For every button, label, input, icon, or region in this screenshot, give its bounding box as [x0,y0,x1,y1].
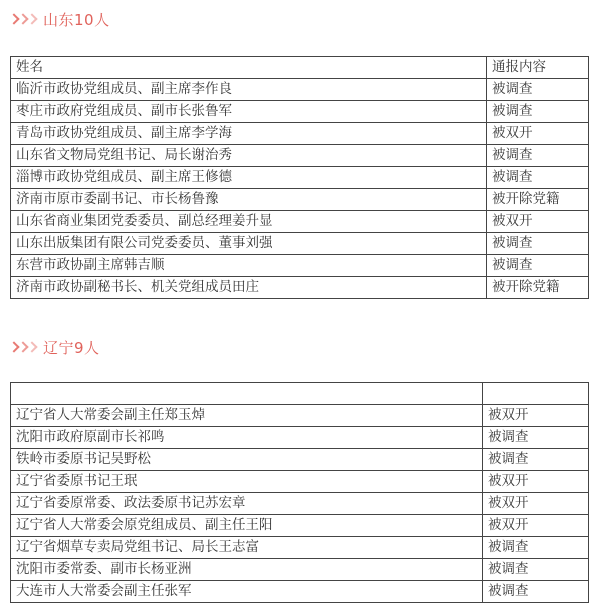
table-row [11,233,589,255]
table-row [11,101,589,123]
status: 被调查 [487,79,589,101]
table-row [11,189,589,211]
official-name: 沈阳市委常委、副市长杨亚洲 [11,559,483,581]
section-heading-liaoning [10,336,100,358]
status: 被调查 [483,581,589,603]
table-row [11,537,589,559]
official-name: 山东出版集团有限公司党委委员、董事刘强 [11,233,487,255]
official-name: 青岛市政协党组成员、副主席李学海 [11,123,487,145]
section-title: 辽宁9人 [43,338,100,357]
official-name: 大连市人大常委会副主任张军 [11,581,483,603]
status: 被调查 [487,255,589,277]
liaoning-table [10,382,589,603]
table-row [11,211,589,233]
status: 被调查 [483,427,589,449]
table-row [11,167,589,189]
status: 被调查 [487,233,589,255]
status: 被调查 [483,559,589,581]
table-row [11,559,589,581]
table-row [11,581,589,603]
status: 被调查 [483,537,589,559]
status: 被调查 [487,101,589,123]
shandong-table [10,56,589,299]
triple-chevron-icon [10,343,37,351]
official-name: 济南市政协副秘书长、机关党组成员田庄 [11,277,487,299]
table-row [11,255,589,277]
table-header-row [11,57,589,79]
header-status: 通报内容 [487,57,589,79]
table-row [11,449,589,471]
table-row [11,405,589,427]
table-row [11,123,589,145]
table-row [11,515,589,537]
header-name [11,383,483,405]
table-header-row [11,383,589,405]
status: 被调查 [487,167,589,189]
triple-chevron-icon [10,15,37,23]
table-row [11,471,589,493]
status: 被调查 [487,145,589,167]
status: 被双开 [483,515,589,537]
table-row [11,427,589,449]
official-name: 淄博市政协党组成员、副主席王修德 [11,167,487,189]
status: 被开除党籍 [487,277,589,299]
official-name: 山东省文物局党组书记、局长谢治秀 [11,145,487,167]
official-name: 铁岭市委原书记吴野松 [11,449,483,471]
official-name: 辽宁省委原常委、政法委原书记苏宏章 [11,493,483,515]
status: 被双开 [483,493,589,515]
status: 被调查 [483,449,589,471]
official-name: 辽宁省烟草专卖局党组书记、局长王志富 [11,537,483,559]
official-name: 辽宁省人大常委会副主任郑玉焯 [11,405,483,427]
official-name: 辽宁省委原书记王珉 [11,471,483,493]
table-row [11,145,589,167]
header-status [483,383,589,405]
status: 被双开 [483,471,589,493]
official-name: 临沂市政协党组成员、副主席李作良 [11,79,487,101]
official-name: 枣庄市政府党组成员、副市长张鲁军 [11,101,487,123]
status: 被双开 [487,211,589,233]
header-name: 姓名 [11,57,487,79]
status: 被开除党籍 [487,189,589,211]
section-heading-shandong [10,8,110,30]
official-name: 东营市政协副主席韩吉顺 [11,255,487,277]
official-name: 济南市原市委副书记、市长杨鲁豫 [11,189,487,211]
table-row [11,277,589,299]
status: 被双开 [483,405,589,427]
section-title: 山东10人 [43,10,110,29]
status: 被双开 [487,123,589,145]
table-row [11,79,589,101]
table-row [11,493,589,515]
official-name: 山东省商业集团党委委员、副总经理姜升显 [11,211,487,233]
official-name: 沈阳市政府原副市长祁鸣 [11,427,483,449]
official-name: 辽宁省人大常委会原党组成员、副主任王阳 [11,515,483,537]
